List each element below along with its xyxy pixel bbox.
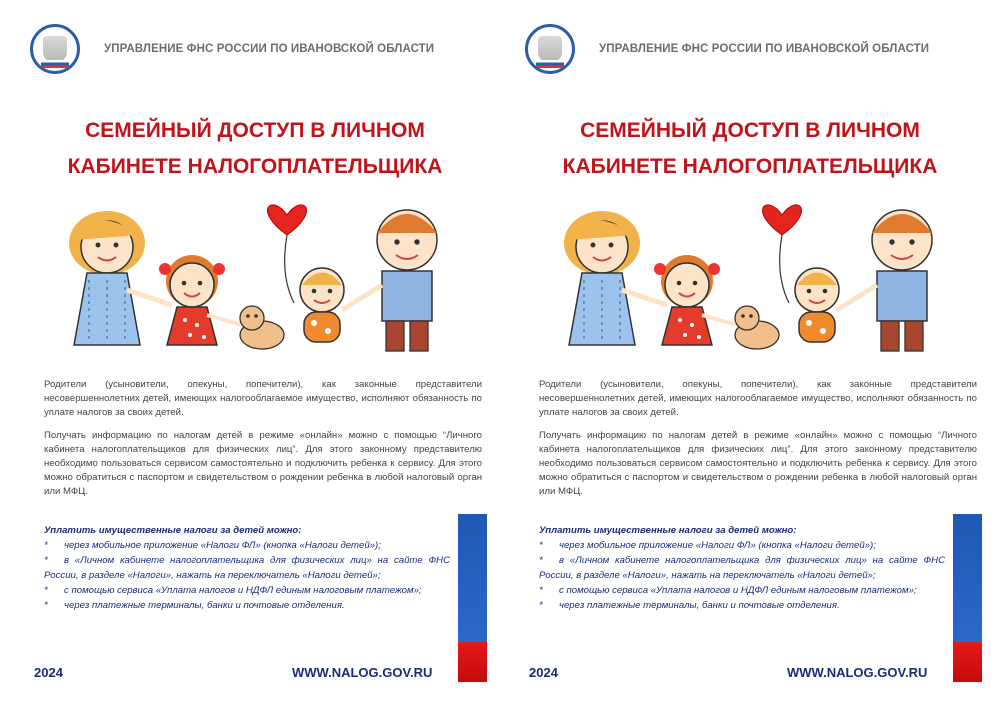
flag-stripe <box>953 514 982 682</box>
bullet-icon: * <box>539 540 543 551</box>
mother-figure <box>69 211 172 345</box>
bullet-icon: * <box>44 600 48 611</box>
payment-item: * через мобильное приложение «Налоги ФЛ» (кнопка «Налоги детей»); <box>539 540 876 551</box>
payment-item: * через платежные терминалы, банки и почтовые отделения. <box>44 600 345 611</box>
year-label: 2024 <box>34 665 63 680</box>
payment-item: * в «Личном кабинете налогоплательщика для физических лиц» на сайте ФНС России, в разделе «Налоги», нажать на переключатель «Налоги детей»; <box>44 555 450 581</box>
father-figure <box>342 210 437 351</box>
bullet-icon: * <box>539 585 543 596</box>
payment-methods-block <box>44 523 450 613</box>
father-figure <box>837 210 932 351</box>
organization-name: УПРАВЛЕНИЕ ФНС РОССИИ ПО ИВАНОВСКОЙ ОБЛАСТИ <box>104 43 435 55</box>
website-link[interactable]: WWW.NALOG.GOV.RU <box>787 665 928 680</box>
boy-figure <box>300 268 344 342</box>
girl-figure <box>654 255 737 345</box>
parents-paragraph: Родители (усыновители, опекуны, попечители), как законные представители несовершеннолетних детей, имеющих налогооблагаемое имущество, исполняют обязанность по уплате налогов за своих детей. <box>539 379 977 418</box>
dog-figure <box>735 306 779 349</box>
payment-item: * с помощью сервиса «Уплата налогов и НДФЛ единым налоговым платежом»; <box>539 585 917 596</box>
payment-heading: Уплатить имущественные налоги за детей можно: <box>539 525 797 536</box>
fns-logo-icon <box>525 24 575 74</box>
fns-logo-icon <box>30 24 80 74</box>
year-label: 2024 <box>529 665 558 680</box>
family-illustration <box>547 185 957 360</box>
flag-stripe <box>458 514 487 682</box>
payment-item: * через мобильное приложение «Налоги ФЛ» (кнопка «Налоги детей»); <box>44 540 381 551</box>
title-line-2: КАБИНЕТЕ НАЛОГОПЛАТЕЛЬЩИКА <box>67 155 443 178</box>
bullet-icon: * <box>539 600 543 611</box>
website-link[interactable]: WWW.NALOG.GOV.RU <box>292 665 433 680</box>
payment-methods-block <box>539 523 945 613</box>
payment-item: * через платежные терминалы, банки и почтовые отделения. <box>539 600 840 611</box>
leaflet-page-left <box>0 0 490 707</box>
page-title <box>40 113 470 185</box>
family-illustration <box>52 185 462 360</box>
organization-name: УПРАВЛЕНИЕ ФНС РОССИИ ПО ИВАНОВСКОЙ ОБЛАСТИ <box>599 43 930 55</box>
title-line-1: СЕМЕЙНЫЙ ДОСТУП В ЛИЧНОМ <box>580 119 920 142</box>
title-line-1: СЕМЕЙНЫЙ ДОСТУП В ЛИЧНОМ <box>85 119 425 142</box>
payment-heading: Уплатить имущественные налоги за детей можно: <box>44 525 302 536</box>
mother-figure <box>564 211 667 345</box>
parents-paragraph: Родители (усыновители, опекуны, попечители), как законные представители несовершеннолетних детей, имеющих налогооблагаемое имущество, исполняют обязанность по уплате налогов за своих детей. <box>44 379 482 418</box>
payment-item: * в «Личном кабинете налогоплательщика для физических лиц» на сайте ФНС России, в разделе «Налоги», нажать на переключатель «Налоги детей»; <box>539 555 945 581</box>
title-line-2: КАБИНЕТЕ НАЛОГОПЛАТЕЛЬЩИКА <box>562 155 938 178</box>
leaflet-page-right <box>495 0 985 707</box>
bullet-icon: * <box>539 555 543 566</box>
bullet-icon: * <box>44 540 48 551</box>
bullet-icon: * <box>44 555 48 566</box>
online-info-paragraph: Получать информацию по налогам детей в режиме «онлайн» можно с помощью “Личного кабинета налогоплательщиков для физических лиц”. Для этого законному представителю необходимо пользоваться сервисом самостоятельно и подключить ребенка к сервису. Для этого можно обратиться с паспортом и свидетельством о рождении ребенка в любой налоговый орган или МФЦ. <box>44 430 482 497</box>
page-title <box>535 113 965 185</box>
dog-figure <box>240 306 284 349</box>
bullet-icon: * <box>44 585 48 596</box>
online-info-paragraph: Получать информацию по налогам детей в режиме «онлайн» можно с помощью “Личного кабинета налогоплательщиков для физических лиц”. Для этого законному представителю необходимо пользоваться сервисом самостоятельно и подключить ребенка к сервису. Для этого можно обратиться с паспортом и свидетельством о рождении ребенка в любой налоговый орган или МФЦ. <box>539 430 977 497</box>
payment-item: * с помощью сервиса «Уплата налогов и НДФЛ единым налоговым платежом»; <box>44 585 422 596</box>
boy-figure <box>795 268 839 342</box>
girl-figure <box>159 255 242 345</box>
